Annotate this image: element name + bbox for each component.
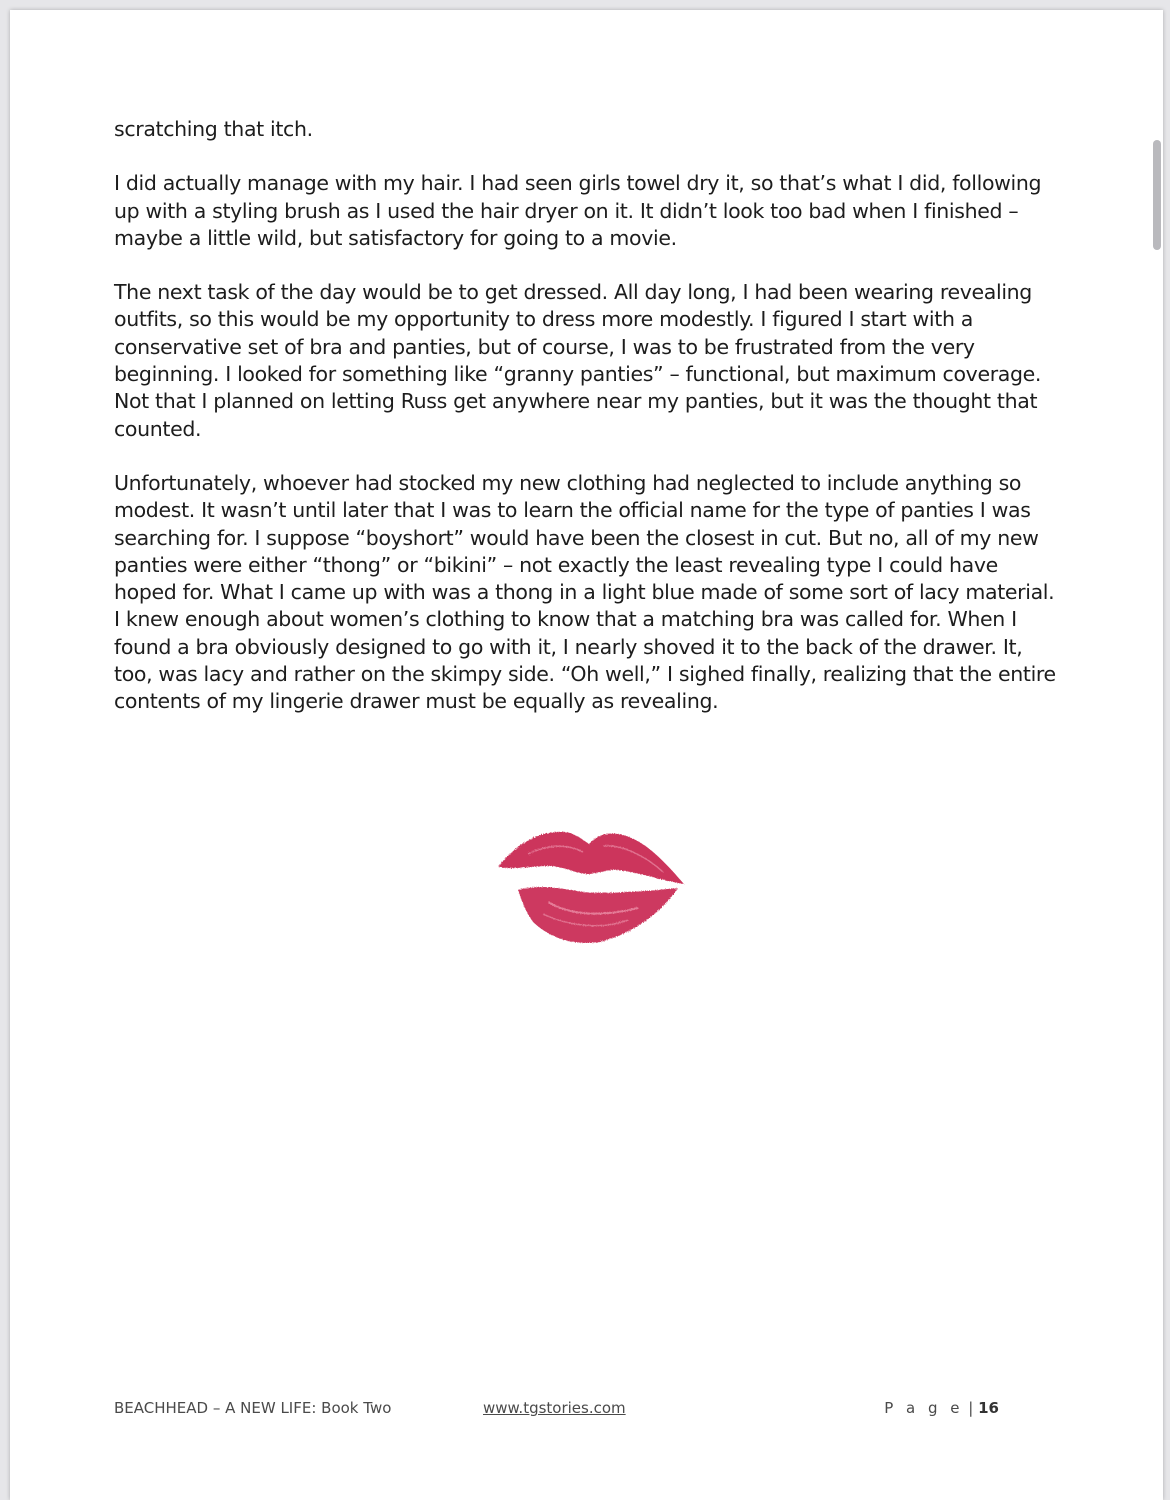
lower-lip-shape — [518, 887, 678, 943]
paragraph-3: The next task of the day would be to get dressed. All day long, I had been wearing revealing outfits, so this would be my opportunity to dress more modestly. I figured I start with a conservative set of bra and panties, but of course, I was to be frustrated from the very beginning. I looked for something like “granny panties” – functional, but maximum coverage. Not that I planned on letting Russ get anywhere near my panties, but it was the thought that counted. — [114, 280, 1042, 441]
lipstick-kiss-icon — [488, 822, 688, 947]
paragraph-2: I did actually manage with my hair. I had seen girls towel dry it, so that’s what I did, following up with a styling brush as I used the hair dryer on it. It didn’t look too bad when I finished – maybe a little wild, but satisfactory for going to a movie. — [114, 171, 1042, 250]
paragraph-1: scratching that itch. — [114, 117, 313, 141]
paragraph-4: Unfortunately, whoever had stocked my new clothing had neglected to include anything so modest. It wasn’t until later that I was to learn the official name for the type of panties I was searching for. I suppose “boyshort” would have been the closest in cut. But no, all of my new panties were either “thong” or “bikini” – not exactly the least revealing type I could have hoped for. What I came up with was a thong in a light blue made of some sort of lacy material. I knew enough about women’s clothing to know that a matching bra was called for. When I found a bra obviously designed to go with it, I nearly shoved it to the back of the drawer. It, too, was lacy and rather on the skimpy side. “Oh well,” I sighed finally, realizing that the entire contents of my lingerie drawer must be equally as revealing. — [114, 470, 1056, 714]
page-footer — [10, 1399, 1163, 1423]
footer-separator: | — [968, 1399, 974, 1417]
footer-website-link[interactable]: www.tgstories.com — [483, 1399, 626, 1417]
document-page — [10, 10, 1163, 1500]
upper-lip-shape — [498, 832, 684, 884]
vertical-scrollbar[interactable] — [1153, 140, 1161, 250]
footer-book-title: BEACHHEAD – A NEW LIFE: Book Two — [114, 1399, 392, 1417]
footer-page-label: P a g e — [884, 1399, 964, 1417]
footer-page-indicator — [884, 1399, 999, 1417]
footer-page-number: 16 — [978, 1399, 999, 1417]
body-text — [114, 116, 1064, 743]
